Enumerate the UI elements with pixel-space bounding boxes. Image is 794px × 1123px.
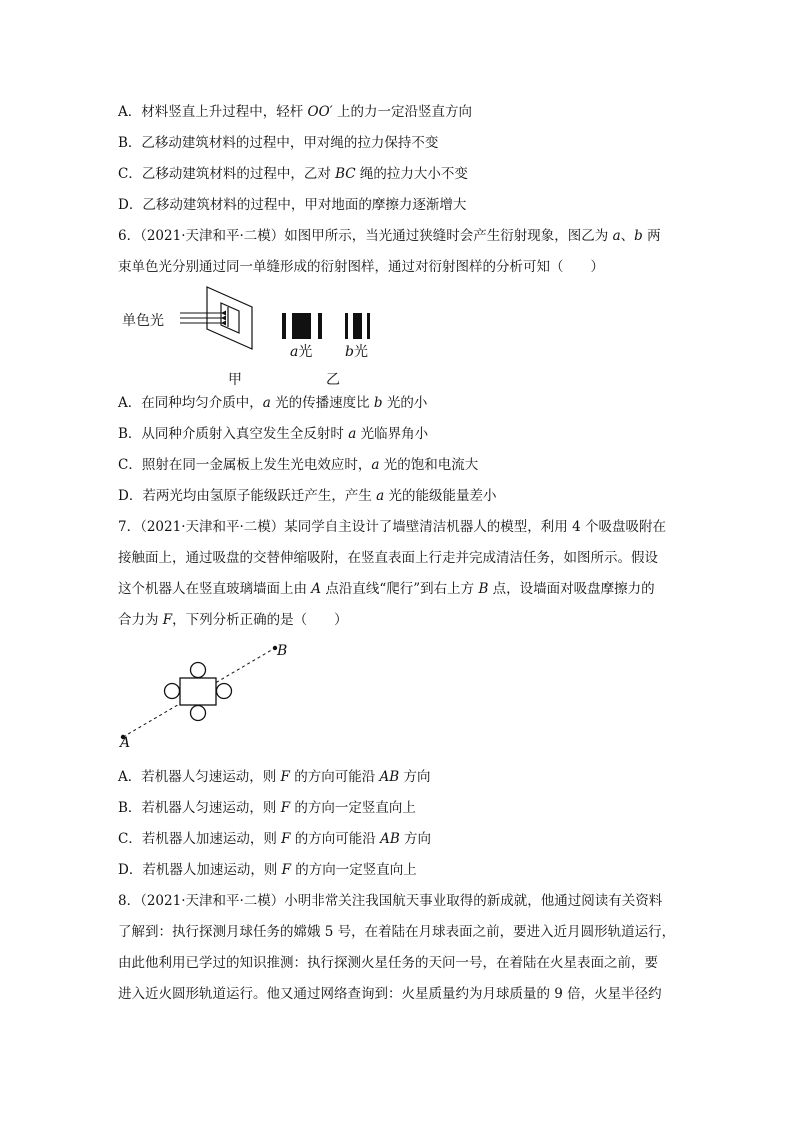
q6-stem-line-2: 束单色光分别通过同一单缝形成的衍射图样，通过对衍射图样的分析可知（ ） (118, 259, 604, 275)
figure-yi-caption: 乙 (326, 372, 340, 388)
figure-jia-caption: 甲 (228, 372, 242, 388)
q5-option-c: C．乙移动建筑材料的过程中，乙对 BC 绳的拉力大小不变 (118, 166, 468, 182)
light-source-label: 单色光 (122, 313, 164, 329)
pattern-a-label: a光 (290, 344, 313, 360)
robot-body (180, 678, 216, 705)
robot-path-diagram (110, 640, 300, 750)
q7-option-c: C．若机器人加速运动，则 F 的方向可能沿 AB 方向 (118, 831, 432, 847)
q8-stem-line-2: 了解到：执行探测月球任务的嫦娥 5 号，在着陆在月球表面之前，要进入近月圆形轨道运行， (118, 924, 676, 940)
diffraction-pattern-b (343, 313, 373, 339)
q5-option-b: B．乙移动建筑材料的过程中，甲对绳的拉力保持不变 (118, 135, 439, 151)
point-b-label: B (277, 643, 288, 659)
q7-option-a: A．若机器人匀速运动，则 F 的方向可能沿 AB 方向 (118, 769, 431, 785)
suction-cup-top (191, 663, 206, 678)
suction-cup-bottom (191, 706, 206, 721)
pattern-b-label: b光 (345, 344, 368, 360)
single-slit-apparatus (180, 283, 270, 358)
q6-option-c: C．照射在同一金属板上发生光电效应时，a 光的饱和电流大 (118, 457, 479, 473)
q7-stem-line-4: 合力为 F，下列分析正确的是（ ） (118, 612, 348, 628)
point-a-label: A (120, 735, 131, 751)
suction-cup-left (165, 684, 180, 699)
q6-option-a: A．在同种均匀介质中，a 光的传播速度比 b 光的小 (118, 395, 428, 411)
q6-stem-line-1: 6．（2021·天津和平·二模）如图甲所示，当光通过狭缝时会产生衍射现象，图乙为 a、b 两 (118, 228, 661, 244)
q5-option-a: A．材料竖直上升过程中，轻杆 OO′ 上的力一定沿竖直方向 (118, 104, 473, 120)
suction-cup-right (217, 684, 232, 699)
q5-option-d: D．乙移动建筑材料的过程中，甲对地面的摩擦力逐渐增大 (118, 197, 467, 213)
q6-option-d: D．若两光均由氢原子能级跃迁产生，产生 a 光的能级能量差小 (118, 488, 497, 504)
q8-stem-line-1: 8．（2021·天津和平·二模）小明非常关注我国航天事业取得的新成就，他通过阅读有关资料 (118, 893, 663, 909)
q8-stem-line-3: 由此他利用已学过的知识推测：执行探测火星任务的天问一号，在着陆在火星表面之前，要 (118, 955, 658, 971)
q7-stem-line-1: 7．（2021·天津和平·二模）某同学自主设计了墙壁清洁机器人的模型，利用 4 个吸盘吸附在 (118, 519, 666, 535)
q7-option-d: D．若机器人加速运动，则 F 的方向一定竖直向上 (118, 862, 417, 878)
q7-stem-line-2: 接触面上，通过吸盘的交替伸缩吸附，在竖直表面上行走并完成清洁任务，如图所示。假设 (118, 550, 658, 566)
q7-option-b: B．若机器人匀速运动，则 F 的方向一定竖直向上 (118, 800, 416, 816)
q7-stem-line-3: 这个机器人在竖直玻璃墙面上由 A 点沿直线“爬行”到右上方 B 点，设墙面对吸盘摩擦力的 (118, 581, 655, 597)
diffraction-pattern-a (280, 313, 326, 339)
q6-option-b: B．从同种介质射入真空发生全反射时 a 光临界角小 (118, 426, 429, 442)
q8-stem-line-4: 进入近火圆形轨道运行。他又通过网络查询到：火星质量约为月球质量的 9 倍，火星半径约 (118, 986, 662, 1002)
